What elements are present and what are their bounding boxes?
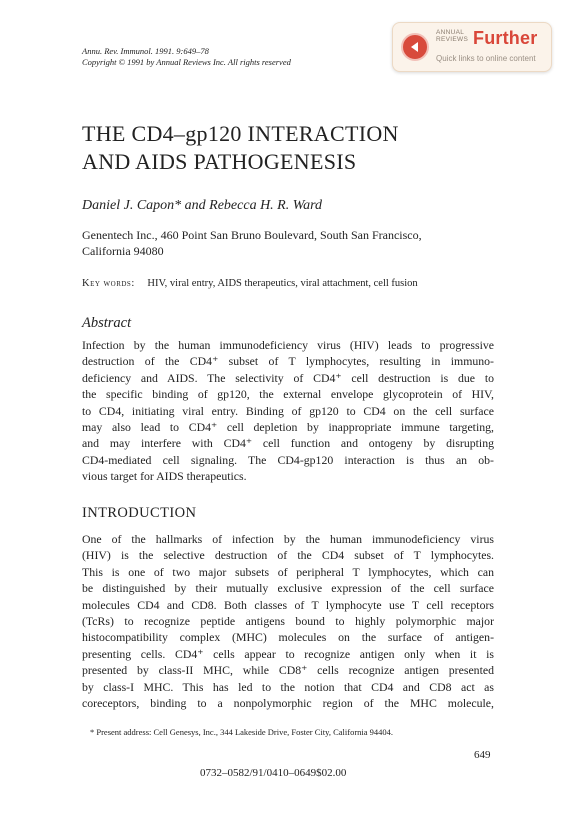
intro-line: This is one of two major subsets of peripheral T lymphocytes, which can [82,564,494,579]
logo-line-reviews: REVIEWS [436,36,469,43]
logo-line-annual: ANNUAL [436,29,465,36]
abstract-body [82,337,494,485]
intro-line: coreceptors, binding to a nonpolymorphic region of the MHC molecule, [82,696,494,711]
title-line: AND AIDS PATHOGENESIS [82,149,357,174]
intro-line: presenting cells. CD4⁺ cells appear to recognize antigen only when it is [82,646,494,661]
article-code: 0732–0582/91/0410–0649$02.00 [200,767,347,779]
journal-citation-line: Annu. Rev. Immunol. 1991. 9:649–78 [82,46,209,56]
abstract-line: may also lead to CD4⁺ cell depletion by inappropriate immune targeting, [82,420,494,435]
quick-links-label: Quick links to online content [436,54,536,63]
intro-line: presented by class-II MHC, while CD8⁺ cells recognize antigen presented [82,663,494,678]
intro-line: molecules CD4 and CD8. Both classes of T lymphocyte use T cell receptors [82,597,494,612]
footnote: * Present address: Cell Genesys, Inc., 344 Lakeside Drive, Foster City, California 94404. [90,727,394,737]
intro-line: be distinguished by their mutually exclusive expression of the cell surface [82,581,494,596]
authors [82,198,322,214]
affiliation [82,227,494,259]
abstract-line: the specific binding of gp120, the external envelope glycoprotein of HIV, [82,387,494,402]
annual-reviews-logo-text [436,29,468,43]
abstract-line: to CD4, initiating viral entry. Binding of gp120 to CD4 on the cell surface [82,403,494,418]
author-name: Daniel J. Capon* [82,198,182,213]
abstract-line: Infection by the human immunodeficiency virus (HIV) leads to progressive [82,338,494,352]
intro-line: by class-I MHC. This has led to the notion that CD4 and CD8 act as [82,679,494,694]
author-conjunction: and [184,198,206,213]
article-title [82,120,502,176]
abstract-heading: Abstract [82,315,132,331]
affiliation-line: California 94080 [82,244,164,258]
journal-citation [82,46,291,68]
keywords [82,278,418,289]
abstract-line: and may interfere with CD4⁺ cell function and ontogeny by disrupting [82,436,494,451]
intro-line: histocompatibility complex (MHC) molecules on the surface of antigen- [82,630,494,645]
introduction-body [82,531,494,711]
copyright-line: Copyright © 1991 by Annual Reviews Inc. All rights reserved [82,57,291,67]
abstract-line: deficiency and AIDS. The selectivity of CD4⁺ cell destruction is due to [82,370,494,385]
play-back-icon [401,33,429,61]
author-name: Rebecca H. R. Ward [209,198,323,213]
intro-line: (TcRs) to recognize peptide antigens bound to highly polymorphic major [82,614,494,629]
affiliation-line: Genentech Inc., 460 Point San Bruno Boulevard, South San Francisco, [82,228,422,242]
abstract-line: CD4-mediated cell signaling. The CD4-gp120 interaction is thus an ob- [82,452,494,467]
intro-line: One of the hallmarks of infection by the human immunodeficiency virus [82,532,494,546]
intro-line: (HIV) is the selective destruction of the CD4 subset of T lymphocytes. [82,548,494,563]
abstract-line: vious target for AIDS therapeutics. [82,469,247,484]
introduction-heading: INTRODUCTION [82,505,197,521]
page-number: 649 [474,749,491,761]
keywords-list: HIV, viral entry, AIDS therapeutics, viral attachment, cell fusion [147,278,418,289]
abstract-line: destruction of the CD4⁺ subset of T lymphocytes, resulting in immuno- [82,354,494,369]
further-badge[interactable] [392,22,552,72]
keywords-label: Key words: [82,278,135,289]
further-label: Further [473,28,538,48]
title-line: THE CD4–gp120 INTERACTION [82,121,399,146]
